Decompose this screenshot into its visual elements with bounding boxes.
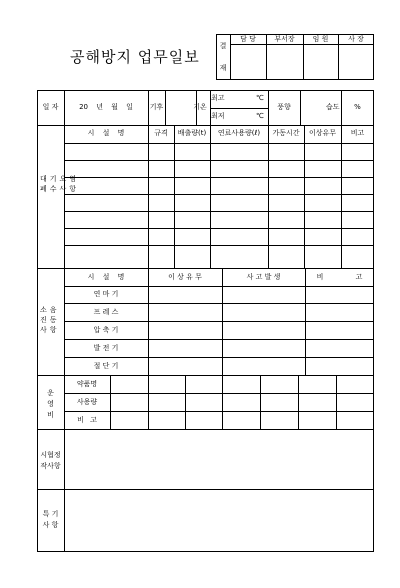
noise-col-remarks: 비 고 [316, 273, 363, 281]
noise-facility-compressor: 압 축 기 [93, 326, 119, 334]
operation-section-label: 운 영 비 [47, 389, 54, 419]
approval-side-top: 결 [219, 42, 227, 50]
air-col-hours: 가동시간 [272, 129, 300, 137]
air-col-discharge: 배출량(t) [177, 129, 207, 137]
noise-col-facility: 시 설 명 [87, 273, 125, 281]
noise-facility-cutter: 절 단 기 [93, 362, 119, 370]
noise-col-accident: 사 고 발 생 [246, 273, 281, 281]
temp-max-label: 최고 [211, 94, 225, 102]
operation-row-usage: 사용량 [76, 398, 98, 406]
directive-label: 시협정 작사항 [40, 451, 61, 470]
weather-label: 기후 [149, 103, 164, 111]
date-value: 20 년 월 일 [79, 103, 133, 111]
date-label: 일 자 [42, 103, 59, 111]
approval-role-executive: 임 원 [312, 35, 329, 43]
operation-row-remarks: 비 고 [77, 416, 97, 424]
temp-min-unit: ℃ [256, 112, 264, 120]
humidity-unit: % [354, 103, 361, 111]
noise-section-label: 소음 진동 사항 [40, 306, 60, 334]
temp-max-unit: ℃ [256, 94, 264, 102]
temp-label: 기온 [193, 103, 207, 111]
noise-facility-press: 프 레 스 [93, 308, 119, 316]
air-col-remarks: 비고 [350, 129, 365, 137]
special-label: 특 기 사 항 [42, 510, 59, 529]
approval-role-manager: 담 당 [240, 35, 256, 43]
wind-label: 풍향 [277, 103, 291, 111]
noise-col-anomaly: 이 상 유 무 [168, 273, 202, 281]
air-col-facility: 시 설 명 [87, 129, 125, 137]
air-col-fuel: 연료사용량(ℓ) [217, 129, 261, 137]
approval-side-bottom: 재 [219, 64, 227, 72]
operation-row-chemical: 약품명 [76, 380, 98, 388]
noise-facility-generator: 발 전 기 [93, 344, 119, 352]
page-title: 공해방지 업무일보 [70, 48, 200, 66]
air-col-spec: 규격 [154, 129, 168, 137]
air-section-label: 대기오염 폐수사항 [40, 175, 80, 193]
temp-min-label: 최저 [211, 112, 225, 120]
approval-role-president: 사 장 [348, 35, 364, 43]
air-col-anomaly: 이상유무 [308, 129, 337, 137]
approval-role-dept-head: 부서장 [274, 35, 295, 43]
humidity-label: 습도 [326, 103, 340, 111]
noise-facility-grinder: 연 마 기 [93, 290, 119, 298]
